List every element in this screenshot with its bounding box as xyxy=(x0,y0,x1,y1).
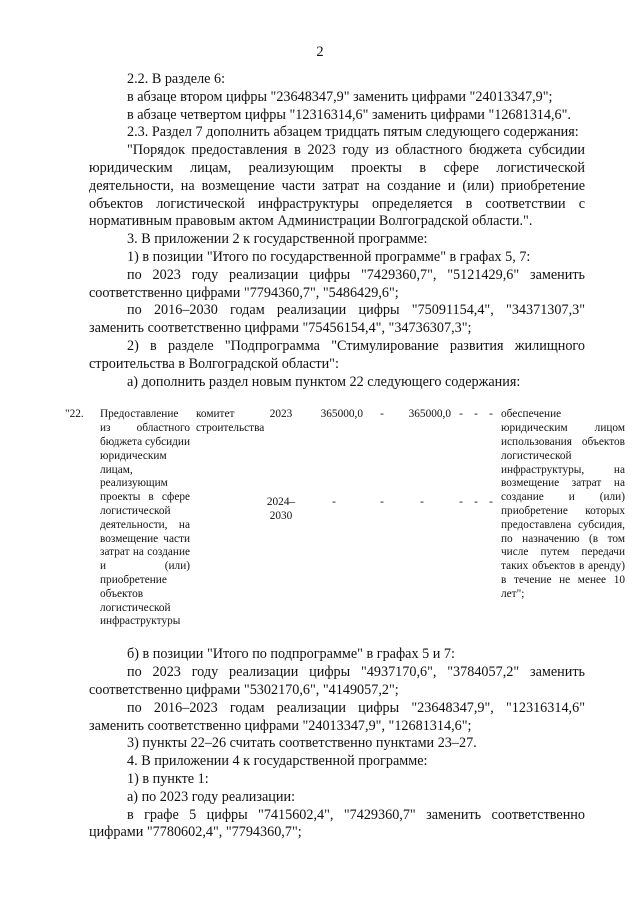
local-cell: - xyxy=(459,496,463,509)
measure-name: Предоставление из областного бюджета субсидии юридическим лицам, реализующим проекты в сфере логистической деятельности, на возмещение части затрат на создание и (или) приобретение объектов логистической инфраструктуры xyxy=(100,408,190,628)
paragraph: по 2023 году реализации цифры "7429360,7", "5121429,6" заменить соответственно цифрами "7794360,7", "5486429,6"; xyxy=(89,266,585,301)
federal-cell: - xyxy=(380,408,384,421)
extrabudget-cell: - xyxy=(474,408,478,421)
bottom-paragraphs xyxy=(89,646,585,842)
paragraph: 1) в пункте 1: xyxy=(127,770,209,787)
row-number: "22. xyxy=(65,408,84,421)
paragraph: 2.3. Раздел 7 дополнить абзацем тридцать пятым следующего содержания: xyxy=(127,124,579,141)
other-cell: - xyxy=(489,496,493,509)
year-cell: 2024–2030 xyxy=(266,496,296,523)
extrabudget-cell: - xyxy=(474,496,478,509)
total-cell: - xyxy=(332,496,336,509)
paragraph: 2.2. В разделе 6: xyxy=(127,71,226,87)
document-body xyxy=(65,71,625,842)
paragraph: 4. В приложении 4 к государственной программе: xyxy=(127,753,428,770)
other-cell: - xyxy=(489,408,493,421)
table-row xyxy=(65,408,625,632)
paragraph: в графе 5 цифры "7415602,4", "7429360,7" заменить соответственно цифрами "7780602,4", "7794360,7"; xyxy=(89,806,585,841)
year-cell: 2023 xyxy=(269,408,293,421)
page-number: 2 xyxy=(316,44,324,60)
top-paragraphs xyxy=(89,71,585,391)
regional-cell: - xyxy=(420,496,424,509)
paragraph: по 2016–2030 годам реализации цифры "75091154,4", "34371307,3" заменить соответственно цифрами "75456154,4", "34736307,3"; xyxy=(89,302,585,337)
total-cell: 365000,0 xyxy=(320,408,363,421)
paragraph: "Порядок предоставления в 2023 году из областного бюджета субсидии юридическим лицам, реализующим проекты в сфере логистической деятельности, на возмещение части затрат на создание и (или) приобретение объектов логистической инфраструктуры определяется в соответствии с нормативным правовым актом Администрации Волгоградской области.". xyxy=(89,142,585,230)
paragraph: 3. В приложении 2 к государственной программе: xyxy=(127,231,428,248)
paragraph: в абзаце четвертом цифры "12316314,6" заменить цифрами "12681314,6". xyxy=(127,106,571,123)
paragraph: 3) пункты 22–26 считать соответственно пунктами 23–27. xyxy=(127,735,477,752)
paragraph: по 2023 году реализации цифры "4937170,6", "3784057,2" заменить соответственно цифрами "5302170,6", "4149057,2"; xyxy=(89,664,585,698)
federal-cell: - xyxy=(380,496,384,509)
paragraph: в абзаце втором цифры "23648347,9" заменить цифрами "24013347,9"; xyxy=(127,88,553,105)
expected-result: обеспечение юридическим лицом использования объектов логистической инфраструктуры, на возмещение затрат на создание и (или) приобретение которых предоставлена субсидия, по назначению (в том числе путем передачи таких объектов в аренду) в течение не менее 10 лет"; xyxy=(501,408,625,600)
paragraph: по 2016–2023 годам реализации цифры "23648347,9", "12316314,6" заменить соответственно цифрами "24013347,9", "12681314,6"; xyxy=(89,699,585,734)
local-cell: - xyxy=(459,408,463,421)
paragraph: б) в позиции "Итого по подпрограмме" в графах 5 и 7: xyxy=(127,646,455,663)
regional-cell: 365000,0 xyxy=(408,408,451,421)
paragraph: а) дополнить раздел новым пунктом 22 следующего содержания: xyxy=(127,373,521,390)
paragraph: а) по 2023 году реализации: xyxy=(127,788,296,805)
paragraph: 1) в позиции "Итого по государственной программе" в графах 5, 7: xyxy=(127,248,531,265)
paragraph: 2) в разделе "Подпрограмма "Стимулирование развития жилищного строительства в Волгоградской области": xyxy=(89,337,585,372)
executor: комитет строительства xyxy=(196,408,265,435)
